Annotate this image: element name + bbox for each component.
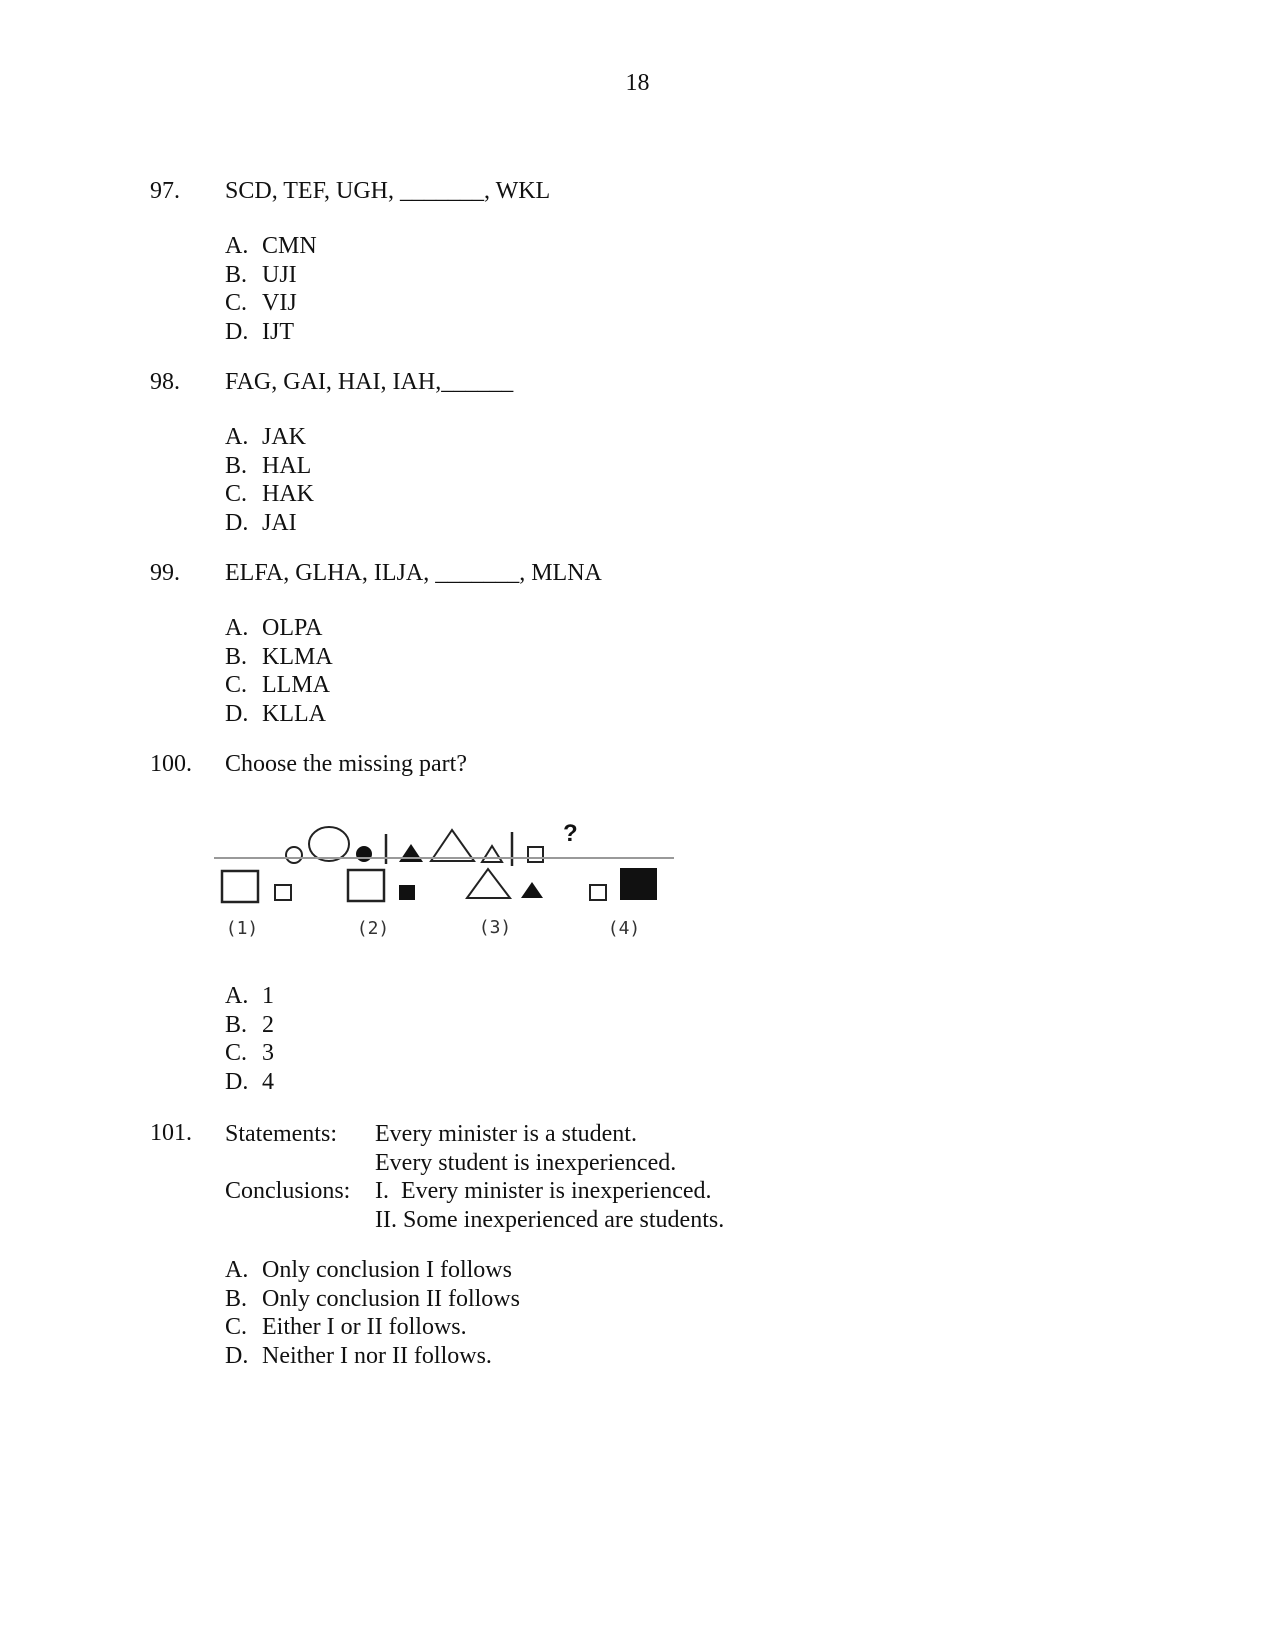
small-triangle-shape — [482, 846, 502, 862]
option-text: JAK — [262, 424, 307, 450]
option-list — [225, 614, 333, 728]
option-letter: D. — [225, 509, 249, 536]
option-letter: A. — [225, 983, 249, 1009]
option-letter: A. — [225, 233, 249, 259]
option-letter: B. — [225, 261, 248, 288]
option-text: Either I or II follows. — [262, 1314, 467, 1341]
option-a[interactable] — [225, 1256, 520, 1285]
option-text: Only conclusion I follows — [262, 1257, 512, 1283]
large-filled-square-shape — [620, 868, 657, 900]
option-list — [225, 232, 317, 346]
option-text: HAK — [262, 481, 314, 508]
option-d[interactable] — [225, 509, 314, 538]
option-text: OLPA — [262, 615, 323, 641]
statements-label: Statements: — [225, 1121, 337, 1147]
option-letter: C. — [225, 672, 248, 699]
filled-square-shape — [399, 885, 415, 900]
option-a[interactable] — [225, 982, 274, 1011]
conclusions-label: Conclusions: — [225, 1178, 351, 1204]
option-d[interactable] — [225, 318, 317, 347]
large-triangle-shape — [467, 869, 510, 898]
option-b[interactable] — [225, 452, 314, 481]
option-letter: D. — [225, 700, 249, 727]
option-text: Only conclusion II follows — [262, 1285, 520, 1312]
option-text: IJT — [262, 318, 294, 345]
option-b[interactable] — [225, 1011, 274, 1040]
large-triangle-shape — [431, 830, 474, 861]
option-a[interactable] — [225, 232, 317, 261]
option-d[interactable] — [225, 1068, 274, 1097]
option-letter: A. — [225, 1257, 249, 1283]
option-letter: B. — [225, 1011, 248, 1038]
filled-circle-shape — [356, 846, 372, 862]
option-c[interactable] — [225, 671, 333, 700]
option-letter: C. — [225, 1040, 248, 1067]
option-d[interactable] — [225, 1342, 520, 1371]
option-c[interactable] — [225, 1313, 520, 1342]
filled-triangle-shape — [399, 844, 423, 862]
question-text: ELFA, GLHA, ILJA, _______, MLNA — [225, 560, 602, 586]
option-a[interactable] — [225, 423, 314, 452]
question-number: 100. — [150, 751, 192, 777]
conclusion-2: II. Some inexperienced are students. — [375, 1206, 725, 1233]
pattern-figure — [222, 820, 702, 955]
option-c[interactable] — [225, 480, 314, 509]
option-b[interactable] — [225, 643, 333, 672]
choice-label-3: (3) — [478, 917, 512, 938]
question-text: FAG, GAI, HAI, IAH,______ — [225, 369, 514, 395]
statement-1: Every minister is a student. — [375, 1121, 637, 1147]
choice-label-4: (4) — [607, 918, 641, 939]
small-square-shape — [528, 847, 543, 862]
large-circle-shape — [309, 827, 349, 861]
option-letter: C. — [225, 481, 248, 508]
option-list — [225, 1256, 520, 1370]
option-list — [225, 423, 314, 537]
page-number: 18 — [625, 70, 650, 96]
option-c[interactable] — [225, 1039, 274, 1068]
option-text: Neither I nor II follows. — [262, 1342, 492, 1369]
option-b[interactable] — [225, 1285, 520, 1314]
option-text: KLMA — [262, 643, 333, 670]
option-letter: C. — [225, 1314, 248, 1341]
option-letter: A. — [225, 615, 249, 641]
conclusion-1: I. Every minister is inexperienced. — [375, 1178, 712, 1204]
option-letter: D. — [225, 1068, 249, 1095]
option-text: 2 — [262, 1011, 274, 1038]
question-number: 101. — [150, 1120, 192, 1146]
large-square-shape — [348, 870, 384, 901]
statements-conclusions — [225, 1120, 724, 1234]
choice-label-2: (2) — [356, 918, 390, 939]
option-text: UJI — [262, 261, 297, 288]
option-b[interactable] — [225, 261, 317, 290]
small-square-shape — [275, 885, 291, 900]
option-letter: B. — [225, 1285, 248, 1312]
large-square-shape — [222, 871, 258, 902]
option-text: HAL — [262, 452, 312, 479]
option-c[interactable] — [225, 289, 317, 318]
option-text: JAI — [262, 509, 297, 536]
option-list — [225, 982, 274, 1096]
question-number: 99. — [150, 560, 180, 586]
option-letter: C. — [225, 290, 248, 317]
question-number: 97. — [150, 178, 180, 204]
option-text: VIJ — [262, 290, 297, 317]
option-letter: D. — [225, 1342, 249, 1369]
choice-label-1: (1) — [225, 918, 259, 939]
small-square-shape — [590, 885, 606, 900]
question-mark: ? — [563, 820, 578, 847]
option-letter: A. — [225, 424, 249, 450]
option-a[interactable] — [225, 614, 333, 643]
option-text: 4 — [262, 1068, 274, 1095]
option-text: 3 — [262, 1040, 274, 1067]
question-number: 98. — [150, 369, 180, 395]
option-text: 1 — [262, 983, 274, 1009]
option-text: CMN — [262, 233, 317, 259]
option-text: KLLA — [262, 700, 326, 727]
filled-triangle-shape — [521, 882, 543, 898]
statement-2: Every student is inexperienced. — [375, 1149, 677, 1176]
option-text: LLMA — [262, 672, 330, 699]
question-text: SCD, TEF, UGH, _______, WKL — [225, 178, 551, 204]
option-letter: D. — [225, 318, 249, 345]
question-text: Choose the missing part? — [225, 751, 467, 777]
option-letter: B. — [225, 643, 248, 670]
option-letter: B. — [225, 452, 248, 479]
small-circle-shape — [286, 847, 302, 863]
option-d[interactable] — [225, 700, 333, 729]
